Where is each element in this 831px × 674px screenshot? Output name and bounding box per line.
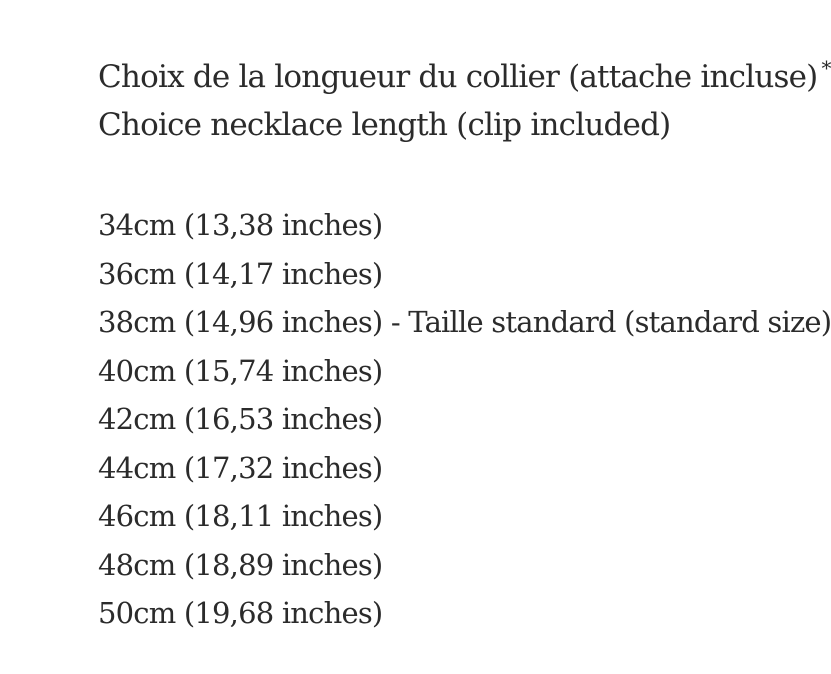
necklace-length-info [98, 44, 831, 638]
size-option-40cm: 40cm (15,74 inches) [98, 353, 383, 388]
size-option-50cm: 50cm (19,68 inches) [98, 596, 383, 630]
heading-french-text: Choix de la longueur du collier (attache incluse) [98, 59, 818, 95]
size-option-46cm: 46cm (18,11 inches) [98, 499, 383, 533]
required-asterisk: * [821, 56, 831, 80]
size-option-38cm: 38cm (14,96 inches) - Taille standard (standard size) [98, 305, 831, 339]
size-list [98, 201, 831, 638]
size-option-42cm: 42cm (16,53 inches) [98, 402, 383, 436]
heading-french [98, 44, 831, 101]
size-option-44cm: 44cm (17,32 inches) [98, 450, 383, 485]
size-option-36cm: 36cm (14,17 inches) [98, 256, 383, 291]
heading-english: Choice necklace length (clip included) [98, 107, 671, 143]
size-option-48cm: 48cm (18,89 inches) [98, 547, 383, 582]
size-option-34cm: 34cm (13,38 inches) [98, 208, 383, 242]
